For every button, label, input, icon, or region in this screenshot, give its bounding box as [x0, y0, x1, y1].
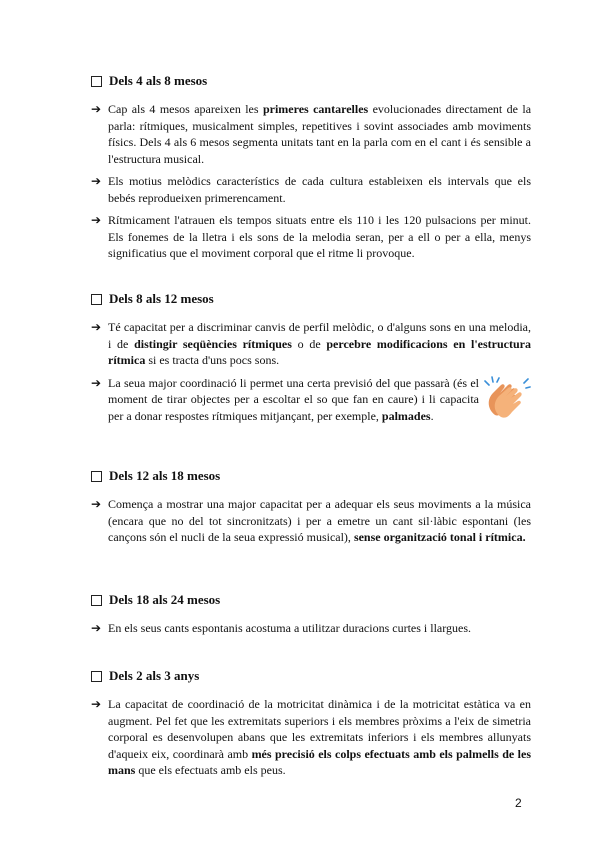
bullet-text — [108, 621, 471, 635]
text-run: si es tracta d'uns pocs sons. — [145, 353, 280, 367]
arrow-bullet-icon: ➔ — [91, 213, 102, 227]
arrow-bullet-icon: ➔ — [91, 174, 102, 188]
section-heading — [91, 468, 531, 484]
text-run: evolucionades directament de la parla: rítmiques, musicalment simples, repetitives i sovint associades amb moviments físics. Dels 4 als 6 mesos segmenta unitats tant en la parla com en el cant i és sensible a l'estructura musical. — [108, 102, 532, 166]
text-run: Té capacitat per a discriminar canvis de perfil melòdic, o d'alguns sons en una melodia, i de — [108, 320, 531, 351]
section — [91, 468, 531, 546]
text-run: Rítmicament l'atrauen els tempos situats entre els 110 i les 120 pulsacions per minut. Els fonemes de la lletra i els sons de la melodia seran, per a ell o per a ella, menys significatius que el moviment corporal que el ritme li provoque. — [108, 213, 531, 260]
bullet-text — [108, 213, 531, 260]
bullet-item — [91, 101, 531, 167]
text-run: que els efectuats amb els peus. — [135, 763, 286, 777]
heading-text: Dels 18 als 24 mesos — [109, 592, 221, 607]
text-run: Els motius melòdics característics de cada cultura estableixen els intervals que els bebés reprodueixen primerencament. — [108, 174, 531, 205]
text-run: Comença a mostrar una major capacitat per a adequar els seus moviments a la música (encara que no del tot sincronitzats) i per a emetre un cant sil·làbic espontani (les cançons són el nucli de la seua expressió musical), — [108, 497, 531, 544]
bullet-text — [108, 102, 531, 166]
bullet-item — [91, 696, 531, 779]
bullet-text — [108, 320, 531, 367]
arrow-bullet-icon: ➔ — [91, 697, 102, 711]
bold-phrase: sense organització tonal i rítmica. — [353, 530, 526, 544]
page-number: 2 — [515, 796, 522, 810]
bullet-text — [108, 497, 531, 544]
text-run: Cap als 4 mesos apareixen les — [108, 102, 263, 116]
bold-phrase: distingir seqüències rítmiques — [134, 336, 292, 351]
bullet-item — [91, 319, 531, 369]
heading-text: Dels 2 als 3 anys — [109, 668, 200, 683]
text-run: En els seus cants espontanis acostuma a utilitzar duracions curtes i llargues. — [108, 621, 472, 635]
checkbox-square-icon — [91, 471, 102, 482]
bullet-item — [91, 375, 531, 425]
heading-text: Dels 12 als 18 mesos — [109, 468, 221, 483]
section-heading — [91, 73, 531, 89]
heading-text: Dels 4 als 8 mesos — [109, 73, 208, 88]
section-heading — [91, 291, 531, 307]
bullet-text — [108, 697, 531, 777]
bullet-item — [91, 496, 531, 546]
section — [91, 592, 531, 637]
section — [91, 73, 531, 262]
bullet-text — [108, 376, 479, 423]
checkbox-square-icon — [91, 76, 102, 87]
clapping-hands-icon — [481, 375, 531, 421]
bullet-item — [91, 173, 531, 206]
arrow-bullet-icon: ➔ — [91, 102, 102, 116]
heading-text: Dels 8 als 12 mesos — [109, 291, 214, 306]
section-heading — [91, 592, 531, 608]
arrow-bullet-icon: ➔ — [91, 621, 102, 635]
bullet-item — [91, 212, 531, 262]
arrow-bullet-icon: ➔ — [91, 375, 102, 390]
section — [91, 668, 531, 779]
checkbox-square-icon — [91, 595, 102, 606]
bold-phrase: percebre modificacions en l'estructura rítmica — [108, 336, 531, 367]
section — [91, 291, 531, 424]
bold-phrase: primeres cantarelles — [262, 102, 369, 116]
section-heading — [91, 668, 531, 684]
arrow-bullet-icon: ➔ — [91, 320, 102, 334]
checkbox-square-icon — [91, 671, 102, 682]
bold-phrase: palmades — [381, 408, 431, 423]
text-run: La capacitat de coordinació de la motricitat dinàmica i de la motricitat estàtica va en augment. Pel fet que les extremitats superiors i els membres pròxims a l'eix de simetria corporal es desenvolupen abans que les extremitats inferiors i els membres allunyats d'aqueix eix, coordinarà amb — [108, 697, 531, 761]
bullet-text — [108, 174, 531, 205]
bold-phrase: més precisió els colps efectuats amb els palmells de les mans — [108, 746, 531, 777]
bullet-item — [91, 620, 531, 637]
text-run: o de — [291, 336, 327, 351]
arrow-bullet-icon: ➔ — [91, 497, 102, 511]
text-run: La seua major coordinació li permet una certa previsió del que passarà (és el moment de tirar objectes per a escoltar el so que fan en caure) i li capacita per a donar respostes rítmiques mitjançant, per exemple, — [108, 375, 479, 423]
checkbox-square-icon — [91, 294, 102, 305]
text-run: . — [430, 408, 434, 423]
